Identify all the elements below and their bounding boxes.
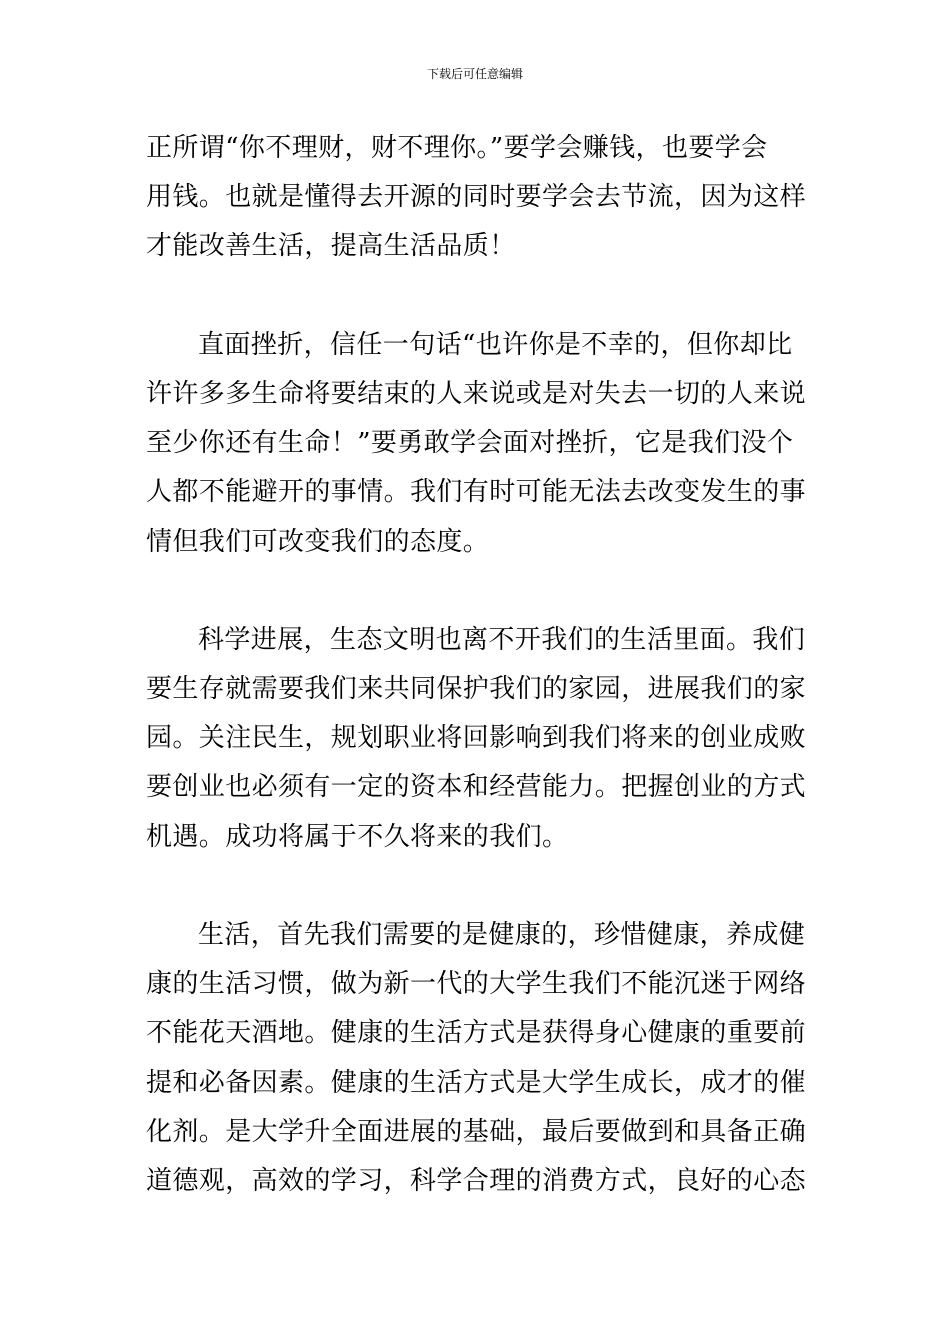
paragraph-gap: [146, 567, 808, 616]
paragraph-line: 不能花天酒地。健康的生活方式是获得身心健康的重要前: [146, 1018, 807, 1049]
paragraph-line: 要创业也必须有一定的资本和经营能力。把握创业的方式: [146, 772, 807, 803]
paragraph-line: 情但我们可改变我们的态度。: [146, 526, 490, 557]
paragraph-line: 化剂。是大学升全面进展的基础，最后要做到和具备正确: [146, 1116, 807, 1147]
paragraph-line: 许许多多生命将要结束的人来说或是对失去一切的人来说: [146, 378, 807, 409]
paragraph-line: 正所谓“你不理财，财不理你。”要学会赚钱，也要学会: [146, 133, 768, 163]
paragraph-setbacks: [146, 321, 808, 567]
paragraph-gap: [146, 862, 808, 911]
paragraph-line: 要生存就需要我们来共同保护我们的家园，进展我们的家: [146, 674, 807, 705]
paragraph-health: [146, 911, 808, 1206]
paragraph-line: 生活，首先我们需要的是健康的，珍惜健康，养成健: [198, 920, 806, 950]
document-body: [146, 124, 808, 1206]
paragraph-line: 用钱。也就是懂得去开源的同时要学会去节流，因为这样: [146, 182, 807, 213]
paragraph-line: 至少你还有生命！”要勇敢学会面对挫折，它是我们没个: [146, 428, 794, 459]
paragraph-line: 提和必备因素。健康的生活方式是大学生成长，成才的催: [146, 1067, 807, 1098]
paragraph-science: [146, 616, 808, 862]
paragraph-line: 直面挫折，信任一句话“也许你是不幸的，但你却比: [198, 329, 793, 360]
paragraph-line: 康的生活习惯，做为新一代的大学生我们不能沉迷于网络: [146, 969, 807, 1000]
paragraph-line: 道德观，高效的学习，科学合理的消费方式，良好的心态: [146, 1165, 807, 1196]
paragraph-line: 科学进展，生态文明也离不开我们的生活里面。我们: [198, 624, 806, 655]
paragraph-line: 机遇。成功将属于不久将来的我们。: [146, 821, 569, 852]
paragraph-line: 人都不能避开的事情。我们有时可能无法去改变发生的事: [146, 477, 807, 508]
paragraph-finance: [146, 124, 808, 272]
paragraph-line: 才能改善生活，提高生活品质！: [146, 231, 516, 262]
paragraph-gap: [146, 272, 808, 321]
paragraph-line: 园。关注民生，规划职业将回影响到我们将来的创业成败: [146, 723, 807, 754]
page-header: 下载后可任意编辑: [426, 67, 523, 81]
